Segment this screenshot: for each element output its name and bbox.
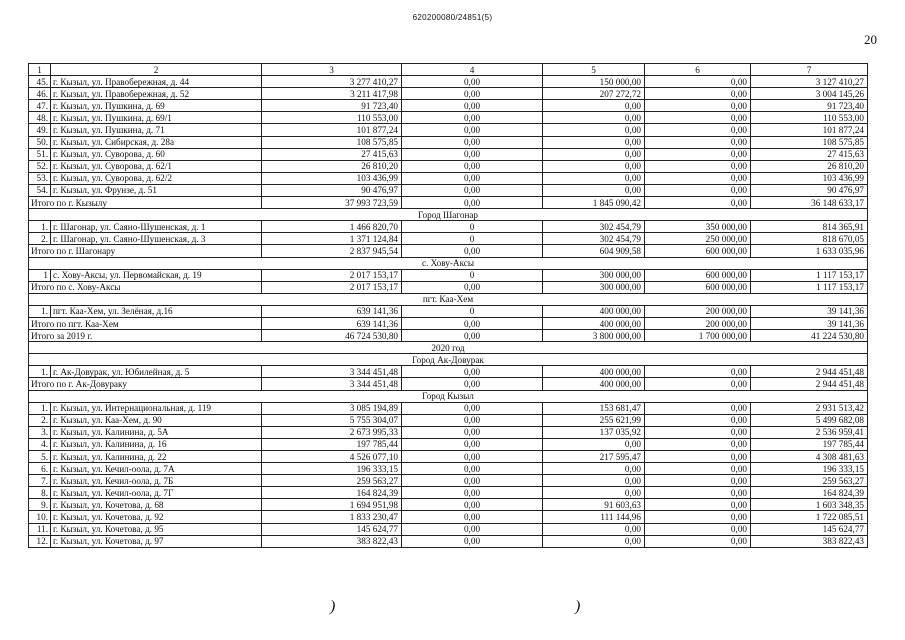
table-row: [29, 148, 868, 160]
row-number: 45.: [29, 76, 51, 88]
total-label: Итого по пгт. Каа-Хем: [29, 317, 262, 329]
amount-cell: 108 575,85: [262, 136, 402, 148]
table-row: [29, 475, 868, 487]
total-cell: 2 017 153,17: [262, 281, 402, 293]
document-id: 620200080/24851(5): [412, 13, 493, 22]
row-number: 51.: [29, 148, 51, 160]
amount-cell: 0,00: [402, 511, 543, 523]
header-cell: 2: [51, 64, 262, 76]
address-cell: г. Кызыл, ул. Фрунзе, д. 51: [51, 184, 262, 196]
amount-cell: 2 673 995,33: [262, 426, 402, 438]
address-cell: г. Кызыл, ул. Кочетова, д. 95: [51, 523, 262, 535]
page-number: 20: [864, 32, 877, 47]
amount-cell: 0,00: [645, 136, 751, 148]
total-row: [29, 197, 868, 209]
amount-cell: 818 670,05: [751, 233, 868, 245]
amount-cell: 2 944 451,48: [751, 366, 868, 378]
amount-cell: 300 000,00: [543, 269, 645, 281]
total-cell: 600 000,00: [645, 281, 751, 293]
address-cell: г. Кызыл, ул. Кочетова, д. 97: [51, 535, 262, 547]
amount-cell: 39 141,36: [751, 305, 868, 317]
amount-cell: 0,00: [402, 499, 543, 511]
amount-cell: 0,00: [402, 402, 543, 414]
total-row: [29, 378, 868, 390]
total-cell: 37 993 723,59: [262, 197, 402, 209]
table-row: [29, 438, 868, 450]
amount-cell: 1 694 951,98: [262, 499, 402, 511]
amount-cell: 2 017 153,17: [262, 269, 402, 281]
address-cell: г. Кызыл, ул. Сибирская, д. 28а: [51, 136, 262, 148]
address-cell: г. Кызыл, ул. Пушкина, д. 69: [51, 100, 262, 112]
total-cell: 41 224 530,80: [751, 330, 868, 342]
amount-cell: 3 211 417,98: [262, 88, 402, 100]
address-cell: г. Кызыл, ул. Калинина, д. 16: [51, 438, 262, 450]
amount-cell: 0,00: [645, 124, 751, 136]
row-number: 1: [29, 269, 51, 281]
amount-cell: 259 563,27: [262, 475, 402, 487]
total-label: Итого по г. Шагонару: [29, 245, 262, 257]
amount-cell: 0,00: [543, 172, 645, 184]
amount-cell: 5 755 304,07: [262, 414, 402, 426]
amount-cell: 4 308 481,63: [751, 451, 868, 463]
total-cell: 604 909,58: [543, 245, 645, 257]
amount-cell: 3 344 451,48: [262, 366, 402, 378]
amount-cell: 0,00: [645, 100, 751, 112]
table-row: [29, 112, 868, 124]
row-number: 49.: [29, 124, 51, 136]
total-cell: 0,00: [402, 330, 543, 342]
total-cell: 2 944 451,48: [751, 378, 868, 390]
table-row: [29, 136, 868, 148]
row-number: 9.: [29, 499, 51, 511]
amount-cell: 3 127 410,27: [751, 76, 868, 88]
amount-cell: 0,00: [402, 76, 543, 88]
amount-cell: 0,00: [645, 511, 751, 523]
total-row: [29, 245, 868, 257]
row-number: 1.: [29, 305, 51, 317]
address-cell: г. Кызыл, ул. Правобережная, д. 52: [51, 88, 262, 100]
row-number: 8.: [29, 487, 51, 499]
table-row: [29, 124, 868, 136]
amount-cell: 259 563,27: [751, 475, 868, 487]
address-cell: г. Шагонар, ул. Саяно-Шушенская, д. 3: [51, 233, 262, 245]
table-row: [29, 88, 868, 100]
amount-cell: 108 575,85: [751, 136, 868, 148]
total-cell: 639 141,36: [262, 317, 402, 329]
table-row: [29, 414, 868, 426]
address-cell: г. Кызыл, ул. Кочетова, д. 92: [51, 511, 262, 523]
amount-cell: 164 824,39: [751, 487, 868, 499]
total-cell: 400 000,00: [543, 378, 645, 390]
row-number: 10.: [29, 511, 51, 523]
address-cell: пгт. Каа-Хем, ул. Зелёная, д.16: [51, 305, 262, 317]
row-number: 53.: [29, 172, 51, 184]
amount-cell: 0,00: [543, 475, 645, 487]
amount-cell: 1 603 348,35: [751, 499, 868, 511]
amount-cell: 0,00: [645, 184, 751, 196]
amount-cell: 0: [402, 269, 543, 281]
amount-cell: 0,00: [645, 366, 751, 378]
amount-cell: 5 499 682,08: [751, 414, 868, 426]
amount-cell: 145 624,77: [262, 523, 402, 535]
table-row: [29, 523, 868, 535]
section-row: [29, 209, 868, 221]
row-number: 47.: [29, 100, 51, 112]
table-row: [29, 487, 868, 499]
row-number: 5.: [29, 451, 51, 463]
total-cell: 600 000,00: [645, 245, 751, 257]
amount-cell: 0,00: [402, 438, 543, 450]
amount-cell: 110 553,00: [262, 112, 402, 124]
total-cell: 0,00: [645, 197, 751, 209]
total-cell: 300 000,00: [543, 281, 645, 293]
amount-cell: 383 822,43: [262, 535, 402, 547]
section-row: [29, 257, 868, 269]
address-cell: г. Кызыл, ул. Пушкина, д. 69/1: [51, 112, 262, 124]
amount-cell: 0,00: [402, 414, 543, 426]
table-row: [29, 463, 868, 475]
amount-cell: 0,00: [402, 451, 543, 463]
table-header-row: [29, 64, 868, 76]
amount-cell: 91 603,63: [543, 499, 645, 511]
total-label: Итого за 2019 г.: [29, 330, 262, 342]
total-row: [29, 281, 868, 293]
header-cell: 5: [543, 64, 645, 76]
total-cell: 400 000,00: [543, 317, 645, 329]
total-row: [29, 330, 868, 342]
table-row: [29, 535, 868, 547]
section-title: Город Ак-Довурак: [29, 354, 868, 366]
total-cell: 1 117 153,17: [751, 281, 868, 293]
amount-cell: 0,00: [645, 148, 751, 160]
amount-cell: 0,00: [402, 100, 543, 112]
amount-cell: 0,00: [402, 366, 543, 378]
amount-cell: 91 723,40: [262, 100, 402, 112]
amount-cell: 0,00: [645, 438, 751, 450]
amount-cell: 250 000,00: [645, 233, 751, 245]
section-title: 2020 год: [29, 342, 868, 354]
amount-cell: 0,00: [543, 438, 645, 450]
amount-cell: 217 595,47: [543, 451, 645, 463]
amount-cell: 0,00: [645, 463, 751, 475]
amount-cell: 0,00: [402, 172, 543, 184]
amount-cell: 0,00: [543, 112, 645, 124]
total-cell: 200 000,00: [645, 317, 751, 329]
amount-cell: 4 526 077,10: [262, 451, 402, 463]
amount-cell: 103 436,99: [262, 172, 402, 184]
address-cell: г. Кызыл, ул. Кечил-оола, д. 7Б: [51, 475, 262, 487]
row-number: 2.: [29, 414, 51, 426]
table-row: [29, 499, 868, 511]
section-row: [29, 390, 868, 402]
amount-cell: 3 277 410,27: [262, 76, 402, 88]
table-row: [29, 221, 868, 233]
amount-cell: 0: [402, 221, 543, 233]
amount-cell: 0,00: [645, 172, 751, 184]
row-number: 1.: [29, 366, 51, 378]
amount-cell: 0,00: [645, 88, 751, 100]
address-cell: с. Хову-Аксы, ул. Первомайская, д. 19: [51, 269, 262, 281]
address-cell: г. Кызыл, ул. Суворова, д. 62/2: [51, 172, 262, 184]
amount-cell: 0,00: [543, 523, 645, 535]
amount-cell: 0: [402, 233, 543, 245]
amount-cell: 196 333,15: [262, 463, 402, 475]
amount-cell: 0: [402, 305, 543, 317]
total-cell: 3 344 451,48: [262, 378, 402, 390]
address-cell: г. Кызыл, ул. Правобережная, д. 44: [51, 76, 262, 88]
amount-cell: 302 454,79: [543, 233, 645, 245]
row-number: 1.: [29, 402, 51, 414]
section-title: пгт. Каа-Хем: [29, 293, 868, 305]
amount-cell: 0,00: [402, 487, 543, 499]
amount-cell: 0,00: [402, 535, 543, 547]
amount-cell: 0,00: [543, 184, 645, 196]
amount-cell: 27 415,63: [262, 148, 402, 160]
table-row: [29, 426, 868, 438]
address-cell: г. Кызыл, ул. Калинина, д. 5А: [51, 426, 262, 438]
address-cell: г. Кызыл, ул. Калинина, д. 22: [51, 451, 262, 463]
section-title: с. Хову-Аксы: [29, 257, 868, 269]
table-row: [29, 402, 868, 414]
amount-cell: 196 333,15: [751, 463, 868, 475]
amount-cell: 0,00: [645, 535, 751, 547]
amount-cell: 0,00: [645, 475, 751, 487]
amount-cell: 0,00: [645, 402, 751, 414]
row-number: 46.: [29, 88, 51, 100]
header-cell: 6: [645, 64, 751, 76]
amount-cell: 90 476,97: [751, 184, 868, 196]
amount-cell: 0,00: [645, 499, 751, 511]
total-cell: 46 724 530,80: [262, 330, 402, 342]
amount-cell: 145 624,77: [751, 523, 868, 535]
amount-cell: 0,00: [402, 124, 543, 136]
amount-cell: 0,00: [402, 148, 543, 160]
row-number: 4.: [29, 438, 51, 450]
total-cell: 2 837 945,54: [262, 245, 402, 257]
total-cell: 0,00: [645, 378, 751, 390]
row-number: 7.: [29, 475, 51, 487]
amount-cell: 0,00: [543, 124, 645, 136]
amount-cell: 0,00: [402, 160, 543, 172]
amount-cell: 639 141,36: [262, 305, 402, 317]
amount-cell: 0,00: [402, 523, 543, 535]
amount-cell: 110 553,00: [751, 112, 868, 124]
address-cell: г. Кызыл, ул. Интернациональная, д. 119: [51, 402, 262, 414]
row-number: 2.: [29, 233, 51, 245]
total-cell: 1 845 090,42: [543, 197, 645, 209]
amount-cell: 0,00: [543, 487, 645, 499]
table-row: [29, 305, 868, 317]
row-number: 1.: [29, 221, 51, 233]
total-cell: 3 800 000,00: [543, 330, 645, 342]
amount-cell: 26 810,20: [262, 160, 402, 172]
total-cell: 0,00: [402, 317, 543, 329]
amount-cell: 302 454,79: [543, 221, 645, 233]
amount-cell: 0,00: [645, 76, 751, 88]
header-cell: 1: [29, 64, 51, 76]
amount-cell: 0,00: [645, 160, 751, 172]
amount-cell: 0,00: [543, 100, 645, 112]
address-cell: г. Кызыл, ул. Суворова, д. 62/1: [51, 160, 262, 172]
address-cell: г. Ак-Довурак, ул. Юбилейная, д. 5: [51, 366, 262, 378]
row-number: 3.: [29, 426, 51, 438]
amount-cell: 0,00: [402, 475, 543, 487]
total-cell: 1 633 035,96: [751, 245, 868, 257]
table-row: [29, 269, 868, 281]
row-number: 48.: [29, 112, 51, 124]
section-row: [29, 354, 868, 366]
amount-cell: 0,00: [402, 184, 543, 196]
table-row: [29, 184, 868, 196]
amount-cell: 0,00: [645, 426, 751, 438]
amount-cell: 0,00: [543, 463, 645, 475]
amount-cell: 600 000,00: [645, 269, 751, 281]
table-row: [29, 233, 868, 245]
amount-cell: 0,00: [543, 160, 645, 172]
table-row: [29, 451, 868, 463]
amount-cell: 814 365,91: [751, 221, 868, 233]
section-title: Город Кызыл: [29, 390, 868, 402]
table-row: [29, 76, 868, 88]
handwritten-mark: ): [575, 598, 581, 615]
amount-cell: 137 035,92: [543, 426, 645, 438]
amount-cell: 0,00: [645, 523, 751, 535]
amount-cell: 0,00: [543, 148, 645, 160]
amount-cell: 0,00: [645, 414, 751, 426]
address-cell: г. Кызыл, ул. Кечил-оола, д. 7Г: [51, 487, 262, 499]
amount-cell: 0,00: [543, 136, 645, 148]
amount-cell: 200 000,00: [645, 305, 751, 317]
section-row: [29, 342, 868, 354]
amount-cell: 2 536 959,41: [751, 426, 868, 438]
amount-cell: 111 144,96: [543, 511, 645, 523]
address-cell: г. Кызыл, ул. Пушкина, д. 71: [51, 124, 262, 136]
amount-cell: 0,00: [402, 463, 543, 475]
header-cell: 3: [262, 64, 402, 76]
amount-cell: 400 000,00: [543, 366, 645, 378]
row-number: 52.: [29, 160, 51, 172]
row-number: 12.: [29, 535, 51, 547]
amount-cell: 197 785,44: [262, 438, 402, 450]
amount-cell: 3 085 194,89: [262, 402, 402, 414]
amount-cell: 26 810,20: [751, 160, 868, 172]
table-row: [29, 100, 868, 112]
address-cell: г. Шагонар, ул. Саяно-Шушенская, д. 1: [51, 221, 262, 233]
data-table: [28, 63, 868, 548]
total-label: Итого по г. Кызылу: [29, 197, 262, 209]
table-row: [29, 160, 868, 172]
amount-cell: 90 476,97: [262, 184, 402, 196]
total-cell: 1 700 000,00: [645, 330, 751, 342]
total-cell: 0,00: [402, 197, 543, 209]
address-cell: г. Кызыл, ул. Суворова, д. 60: [51, 148, 262, 160]
amount-cell: 1 466 820,70: [262, 221, 402, 233]
amount-cell: 103 436,99: [751, 172, 868, 184]
amount-cell: 101 877,24: [751, 124, 868, 136]
address-cell: г. Кызыл, ул. Каа-Хем, д. 90: [51, 414, 262, 426]
total-label: Итого по с. Хову-Аксы: [29, 281, 262, 293]
handwritten-mark: ): [330, 598, 336, 615]
amount-cell: 27 415,63: [751, 148, 868, 160]
amount-cell: 350 000,00: [645, 221, 751, 233]
total-cell: 0,00: [402, 281, 543, 293]
amount-cell: 1 117 153,17: [751, 269, 868, 281]
table-row: [29, 172, 868, 184]
amount-cell: 0,00: [402, 88, 543, 100]
total-cell: 0,00: [402, 378, 543, 390]
amount-cell: 0,00: [543, 535, 645, 547]
amount-cell: 153 681,47: [543, 402, 645, 414]
amount-cell: 3 004 145,26: [751, 88, 868, 100]
row-number: 6.: [29, 463, 51, 475]
amount-cell: 1 833 230,47: [262, 511, 402, 523]
total-cell: 36 148 633,17: [751, 197, 868, 209]
header-cell: 4: [402, 64, 543, 76]
table-row: [29, 366, 868, 378]
total-cell: 39 141,36: [751, 317, 868, 329]
amount-cell: 2 931 513,42: [751, 402, 868, 414]
total-row: [29, 317, 868, 329]
row-number: 50.: [29, 136, 51, 148]
amount-cell: 0,00: [645, 487, 751, 499]
table-row: [29, 511, 868, 523]
amount-cell: 91 723,40: [751, 100, 868, 112]
amount-cell: 101 877,24: [262, 124, 402, 136]
amount-cell: 0,00: [645, 451, 751, 463]
row-number: 54.: [29, 184, 51, 196]
amount-cell: 150 000,00: [543, 76, 645, 88]
amount-cell: 207 272,72: [543, 88, 645, 100]
amount-cell: 255 621,99: [543, 414, 645, 426]
amount-cell: 0,00: [402, 136, 543, 148]
section-title: Город Шагонар: [29, 209, 868, 221]
section-row: [29, 293, 868, 305]
row-number: 11.: [29, 523, 51, 535]
amount-cell: 164 824,39: [262, 487, 402, 499]
amount-cell: 1 371 124,84: [262, 233, 402, 245]
amount-cell: 197 785,44: [751, 438, 868, 450]
amount-cell: 0,00: [402, 426, 543, 438]
header-cell: 7: [751, 64, 868, 76]
amount-cell: 0,00: [645, 112, 751, 124]
amount-cell: 400 000,00: [543, 305, 645, 317]
total-label: Итого по г. Ак-Довураку: [29, 378, 262, 390]
amount-cell: 0,00: [402, 112, 543, 124]
amount-cell: 383 822,43: [751, 535, 868, 547]
amount-cell: 1 722 085,51: [751, 511, 868, 523]
address-cell: г. Кызыл, ул. Кочетова, д. 68: [51, 499, 262, 511]
total-cell: 0,00: [402, 245, 543, 257]
address-cell: г. Кызыл, ул. Кечил-оола, д. 7А: [51, 463, 262, 475]
